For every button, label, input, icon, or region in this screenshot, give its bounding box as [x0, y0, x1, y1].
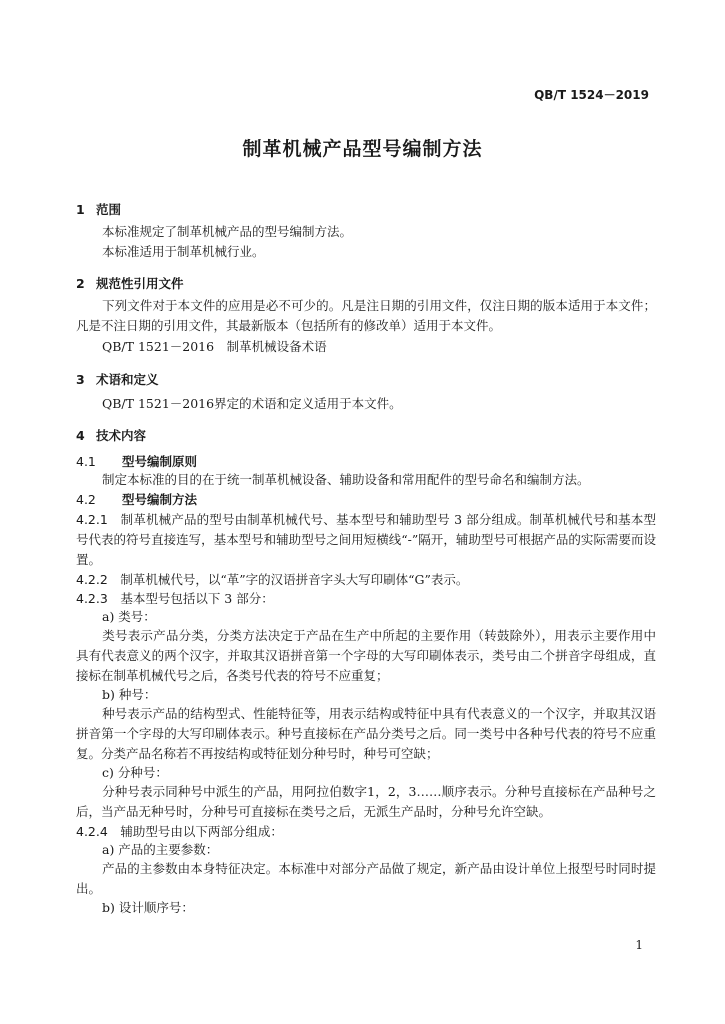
paragraph: 制定本标准的目的在于统一制革机械设备、辅助设备和常用配件的型号命名和编制方法。 [102, 472, 590, 487]
section-number: 3 [76, 372, 85, 387]
paragraph-text: 类号表示产品分类，分类方法决定于产品在生产中所起的主要作用（转鼓除外），用表示主要作用中具有代表意义的两个汉字，并取其汉语拼音第一个字母的大写印刷体表示，类号由二个拼音字母组成，直接标在制革机械代号之后，各类号代表的符号不应重复； [76, 628, 656, 683]
paragraph: QB/T 1521－2016界定的术语和定义适用于本文件。 [102, 396, 402, 411]
list-item-text [76, 626, 656, 686]
subsection-number: 4.2 [76, 492, 96, 507]
section-number: 2 [76, 276, 85, 291]
clause-text: 制革机械代号，以“革”字的汉语拼音字头大写印刷体“G”表示。 [120, 572, 469, 587]
clause-number: 4.2.4 [76, 824, 108, 839]
clause-number: 4.2.3 [76, 591, 108, 606]
standard-number: QB/T 1524－2019 [534, 88, 649, 102]
section-title: 范围 [96, 202, 122, 217]
section-title: 技术内容 [96, 428, 147, 443]
subsection-4-1-heading [76, 452, 197, 470]
clause-4-2-4 [76, 822, 656, 842]
clause-4-2-1 [76, 510, 656, 570]
paragraph [76, 296, 656, 336]
list-item-text [76, 704, 656, 764]
list-item-label: b) 种号： [102, 687, 157, 702]
paragraph-text: 种号表示产品的结构型式、性能特征等，用表示结构或特征中具有代表意义的一个汉字，并取其汉语拼音第一个字母的大写印刷体表示。种号直接标在产品分类号之后。同一类号中各种号代表的符号不应重复。分类产品名称若不再按结构或特征划分种号时，种号可空缺； [76, 706, 656, 761]
section-3-heading [76, 370, 159, 388]
paragraph: 本标准规定了制革机械产品的型号编制方法。 [102, 224, 353, 239]
subsection-4-2-heading [76, 490, 197, 508]
section-4-heading [76, 426, 146, 444]
list-item-label: a) 产品的主要参数： [102, 842, 219, 857]
list-item-text [76, 782, 656, 822]
normative-reference: QB/T 1521－2016 制革机械设备术语 [102, 339, 327, 354]
subsection-number: 4.1 [76, 454, 96, 469]
clause-text: 制革机械产品的型号由制革机械代号、基本型号和辅助型号 3 部分组成。制革机械代号和基本型号代表的符号直接连写，基本型号和辅助型号之间用短横线“-”隔开，辅助型号可根据产品的实际需要而设置。 [76, 512, 656, 567]
paragraph-text: 产品的主参数由本身特征决定。本标准中对部分产品做了规定，新产品由设计单位上报型号时同时提出。 [76, 861, 656, 896]
section-number: 1 [76, 202, 85, 217]
list-item-text [76, 859, 656, 899]
paragraph-text: 分种号表示同种号中派生的产品，用阿拉伯数字1，2，3……顺序表示。分种号直接标在产品种号之后，当产品无种号时，分种号可直接标在类号之后，无派生产品时，分种号允许空缺。 [76, 784, 656, 819]
clause-4-2-2 [76, 570, 656, 590]
clause-4-2-3 [76, 589, 656, 609]
subsection-title: 型号编制原则 [122, 454, 198, 469]
list-item-label: b) 设计顺序号： [102, 900, 194, 915]
subsection-title: 型号编制方法 [122, 492, 198, 507]
section-2-heading [76, 274, 184, 292]
paragraph: 本标准适用于制革机械行业。 [102, 244, 265, 259]
section-title: 术语和定义 [96, 372, 159, 387]
document-title: 制革机械产品型号编制方法 [242, 138, 483, 160]
clause-number: 4.2.2 [76, 572, 108, 587]
clause-number: 4.2.1 [76, 512, 108, 527]
list-item-label: c) 分种号： [102, 765, 168, 780]
section-title: 规范性引用文件 [96, 276, 184, 291]
page-number: 1 [635, 938, 643, 952]
section-1-heading [76, 200, 121, 218]
list-item-label: a) 类号： [102, 609, 156, 624]
clause-text: 辅助型号由以下两部分组成： [120, 824, 283, 839]
paragraph-text: 下列文件对于本文件的应用是必不可少的。凡是注日期的引用文件，仅注日期的版本适用于本文件；凡是不注日期的引用文件，其最新版本（包括所有的修改单）适用于本文件。 [76, 298, 656, 333]
clause-text: 基本型号包括以下 3 部分： [120, 591, 274, 606]
section-number: 4 [76, 428, 85, 443]
